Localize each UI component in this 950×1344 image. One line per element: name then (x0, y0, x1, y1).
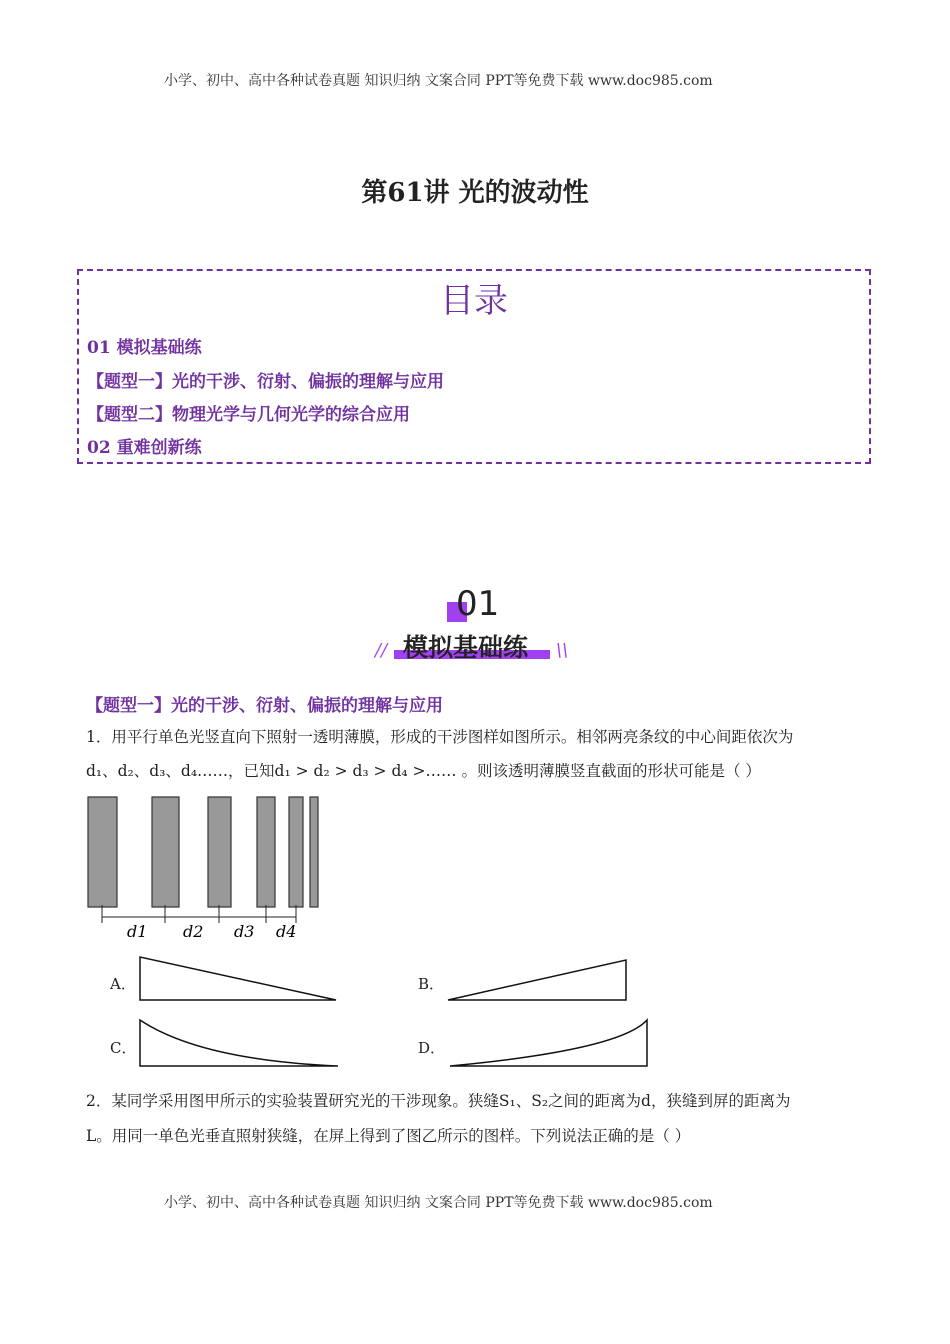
option-a-shape (140, 957, 336, 1000)
fringe (208, 797, 231, 907)
question-1-text: d₁、d₂、d₃、d₄……，已知d₁ > d₂ > d₃ > d₄ >…… 。则该透明薄膜竖直截面的形状可能是（ ） (86, 762, 761, 780)
toc-item[interactable]: 【题型二】物理光学与几何光学的综合应用 (87, 405, 410, 425)
option-b[interactable]: B． (418, 975, 445, 993)
toc-item[interactable]: 01 模拟基础练 (87, 338, 202, 358)
fringe (88, 797, 117, 907)
page-footer: 小学、初中、高中各种试卷真题 知识归纳 文案合同 PPT等免费下载 www.doc985.com (164, 1195, 713, 1211)
d-label: d3 (234, 922, 255, 941)
option-b-shape (448, 960, 626, 1000)
toc-item[interactable]: 02 重难创新练 (87, 438, 202, 458)
section-label: 模拟基础练 (403, 633, 529, 662)
question-1-figure (0, 780, 950, 1080)
d-label: d2 (183, 922, 204, 941)
fringe (257, 797, 275, 907)
subheading: 【题型一】光的干涉、衍射、偏振的理解与应用 (86, 696, 443, 716)
fringe (310, 797, 318, 907)
slash-decoration: \\ (556, 640, 569, 661)
section-number: 01 (456, 584, 500, 624)
fringe (289, 797, 303, 907)
option-c[interactable]: C． (110, 1039, 137, 1057)
option-d-shape (450, 1020, 647, 1066)
question-2-text: 2．某同学采用图甲所示的实验装置研究光的干涉现象。狭缝S₁、S₂之间的距离为d，狭缝到屏的距离为 (86, 1092, 791, 1110)
option-a[interactable]: A． (110, 975, 136, 993)
table-of-contents (77, 269, 871, 464)
option-d[interactable]: D． (418, 1039, 446, 1057)
page-header: 小学、初中、高中各种试卷真题 知识归纳 文案合同 PPT等免费下载 www.doc985.com (164, 73, 713, 89)
slash-decoration: // (375, 640, 388, 661)
d-label: d1 (127, 922, 148, 941)
toc-item[interactable]: 【题型一】光的干涉、衍射、偏振的理解与应用 (87, 372, 444, 392)
option-c-shape (140, 1020, 338, 1066)
toc-title: 目录 (440, 281, 508, 321)
lecture-title: 第61讲 光的波动性 (361, 178, 589, 208)
question-2-text: L。用同一单色光垂直照射狭缝，在屏上得到了图乙所示的图样。下列说法正确的是（ ） (86, 1127, 691, 1145)
d-label: d4 (276, 922, 297, 941)
question-1-text: 1．用平行单色光竖直向下照射一透明薄膜，形成的干涉图样如图所示。相邻两亮条纹的中心间距依次为 (86, 728, 794, 746)
fringe (152, 797, 179, 907)
